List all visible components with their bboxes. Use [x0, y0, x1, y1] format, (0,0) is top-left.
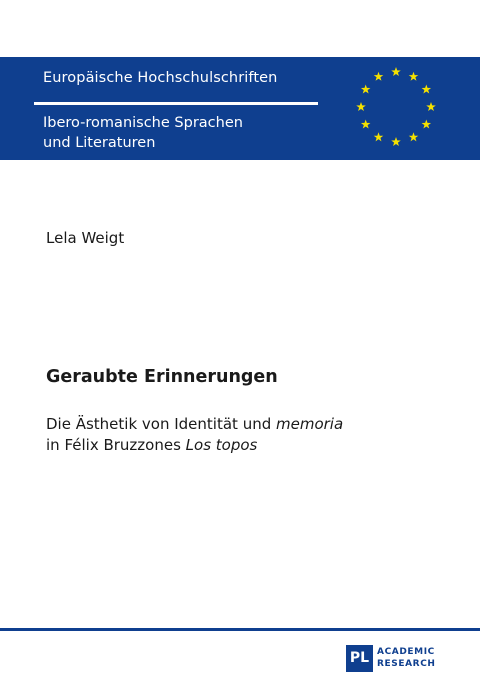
subseries-line-2: und Literaturen	[43, 135, 156, 151]
star-icon	[409, 72, 419, 81]
star-icon	[356, 102, 366, 111]
star-icon	[374, 72, 384, 81]
publisher-name-line-2: RESEARCH	[377, 659, 436, 669]
star-icon	[391, 137, 401, 146]
star-icon	[374, 132, 384, 141]
author-name: Lela Weigt	[46, 229, 125, 247]
star-icon	[426, 102, 436, 111]
publisher-name	[377, 646, 477, 670]
band-divider	[34, 102, 318, 105]
subseries-line-1: Ibero-romanische Sprachen	[43, 115, 243, 131]
star-icon	[422, 120, 432, 129]
subtitle-italic-2: Los topos	[185, 436, 258, 454]
star-icon	[391, 67, 401, 76]
book-subtitle	[46, 414, 446, 456]
star-icon	[361, 85, 371, 94]
publisher-logo-icon: PL	[346, 645, 373, 672]
subtitle-italic-1: memoria	[276, 415, 344, 433]
book-title: Geraubte Erinnerungen	[46, 367, 278, 387]
bottom-bar	[0, 628, 480, 631]
series-title: Europäische Hochschulschriften	[43, 70, 278, 86]
star-icon	[361, 120, 371, 129]
star-icon	[409, 132, 419, 141]
subtitle-line-1: Die Ästhetik von Identität und memoria	[46, 415, 344, 433]
star-icon	[422, 85, 432, 94]
publisher-name-line-1: ACADEMIC	[377, 647, 435, 657]
subtitle-line-2: in Félix Bruzzones Los topos	[46, 436, 258, 454]
eu-stars-icon	[348, 62, 444, 152]
subseries-title	[43, 113, 303, 153]
